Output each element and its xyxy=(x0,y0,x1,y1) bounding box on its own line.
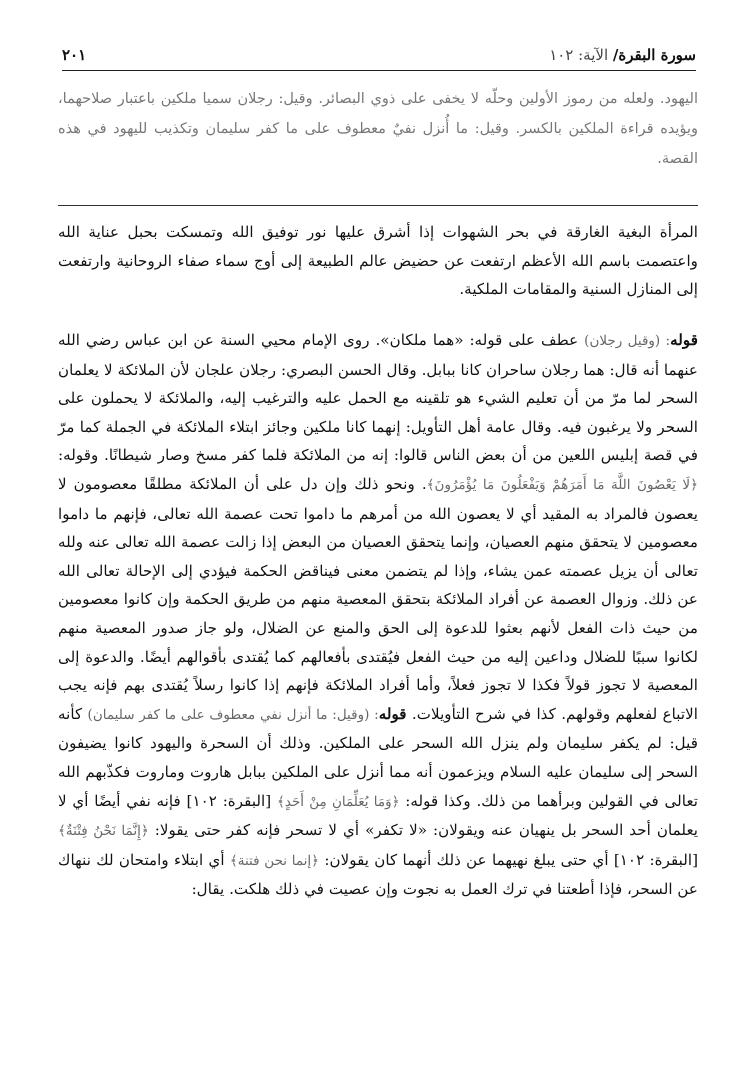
commentary-paragraph-1: المرأة البغية الغارقة في بحر الشهوات إذا أشرق عليها نور توفيق الله وتمسكت بحبل عناية الله واعتصمت باسم الله الأعظم ارتفعت عن حضيض عالم الطبيعة إلى أوج سماء صفاء الروحانية وارتفعت إلى المنازل السنية والمقامات الملكية. xyxy=(58,223,698,299)
running-title xyxy=(549,46,696,64)
text-run: أي ابتلاء وامتحان لك ننهاك عن السحر، فإذا أطعتنا في ترك العمل به نجوت وإن عصيت في ذلك هلكت. يقال: xyxy=(58,850,698,899)
surah-name: سورة البقرة/ xyxy=(612,46,696,64)
text-run: . ونحو ذلك وإن دل على أن الملائكة مطلقًا معصومون لا يعصون فالمراد به المقيد أي لا يعصون الله من أمرهم ما داموا تحت عصمة الله تعالى، فإنهم ما داموا معصومين لا يتحقق منهم العصيان، وإنما يتحقق العصيان من البعض إذا زالت عصمة الله تعالى عنه ولله تعالى أن يزيل عصمته عمن يشاء، وإذا لم يتضمن معنى فيناقض الحكمة فيؤدي إلى الإحالة تعالى الله عن ذلك. وزوال العصمة عن أفراد الملائكة بتحقق المعصية منهم من طريق الحكمة وإن كانوا معصومين من حيث ذات الفعل لأنهم بعثوا للدعوة إلى الحق والمنع عن الضلال، ولو جاز صدور المعصية منهم لكانوا سببًا للضلال وداعين إليه من حيث الفعل فيُقتدى بأفعالهم كما يُقتدى بأقوالهم أيضًا. والدعوة إلى المعصية لا تجوز قولاً فكذا لا تجوز فعلاً، وأما أفراد الملائكة فإنهم إذا كانوا رسلاً يُقتدى بهم فإنه يجب الاتباع لفعلهم وقولهم. كذا في شرح التأويلات. xyxy=(58,474,698,723)
keyword: قوله xyxy=(378,704,407,723)
keyword: قوله xyxy=(670,331,698,349)
page-number: ٢٠١ xyxy=(62,46,87,64)
text-run: عطف على قوله: «هما ملكان». روى الإمام محيي السنة عن ابن عباس رضي الله عنهما أنه قال: هما رجلان ساحران كانا ببابل. وقال الحسن البصري: رجلان علجان لأن الملائكة لا يعلمان السحر لما مرّ من أن تعليم الشيء هو تلقينه مع الحمل عليه والترغيب إليه، والملائكة لا يحملون على السحر ولا يرغبون فيه. وقال عامة أهل التأويل: إنهما كانا ملكين وجائز ابتلاء الملائكة في الجملة كما مرّ في قصة إبليس اللعين من أن بعض الناس قالوا: إنه من الملائكة فلما كفر مسخ وصار شيطانًا. وقوله: xyxy=(58,331,698,465)
page-header xyxy=(62,38,696,71)
quoted-phrase: : (وقيل رجلان) xyxy=(584,333,671,349)
quran-quote: ﴿وَمَا يُعَلِّمَانِ مِنْ أَحَدٍ﴾ xyxy=(276,793,400,810)
text-run: [البقرة: ١٠٢] أي حتى يبلغ نهيهما عن ذلك أنهما كان يقولان: xyxy=(319,850,698,869)
quran-quote: ﴿لَا يَعْصُونَ اللَّهَ مَا أَمَرَهُمْ وَيَفْعَلُونَ مَا يُؤْمَرُونَ﴾ xyxy=(426,476,698,493)
matn-text: اليهود. ولعله من رموز الأولين وحلّه لا يخفى على ذوي البصائر. وقيل: رجلان سميا ملكين باعتبار صلاحهما، ويؤيده قراءة الملكين بالكسر. وقيل: ما أُنزل نفيٌ معطوف على ما كفر سليمان وتكذيب لليهود في هذه القصة. xyxy=(58,91,698,167)
quran-quote: ﴿إنما نحن فتنة﴾ xyxy=(229,852,320,869)
separator-line xyxy=(58,205,698,206)
text-run: [البقرة: ١٠٢] فإنه نفي أيضًا أي لا يعلمان أحد السحر بل ينهيان عنه ويقولان: «لا تكفر» أي لا تسحر فإنه كفر حتى يقولا: xyxy=(58,791,698,840)
quran-quote: ﴿إِنَّمَا نَحْنُ فِتْنَةٌ﴾ xyxy=(58,823,149,840)
text-run: كأنه قيل: لم يكفر سليمان ولم ينزل الله السحر على الملكين. وذلك أن السحرة واليهود كانوا يضيفون السحر إلى سليمان عليه السلام ويزعمون أنه مما أنزل على الملكين ببابل هاروت وماروت فكذّبهم الله تعالى في القولين وبرأهما من ذلك. وكذا قوله: xyxy=(58,704,698,810)
commentary-paragraph-2 xyxy=(58,326,698,904)
verse-ref: الآية: ١٠٢ xyxy=(549,46,613,64)
quoted-phrase: : (وقيل: ما أنزل نفي معطوف على ما كفر سليمان) xyxy=(87,706,379,723)
